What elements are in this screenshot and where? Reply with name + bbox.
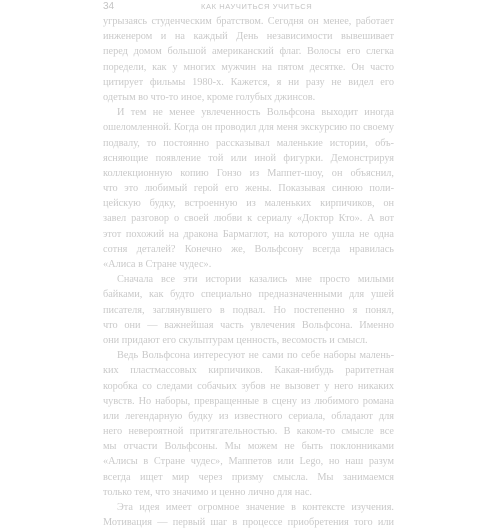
text-line: только тем, что значимо и ценно лично для нас. [103,486,312,498]
text-line: угрызаясь студенческим братством. Сегодня он менее, работает [103,16,394,27]
text-line: чувств. Но наборы, превращенные в сцену из любимого романа [103,395,394,407]
text-line: Мотивация — первый шаг в процессе приобретения того или [103,517,394,529]
text-line: ошеломленной. Когда он проводил для меня экскурсию по своему [103,122,394,134]
text-line: Сначала все эти истории казались мне просто милыми [117,274,394,286]
text-line: байками, как будто специально предназначенными для ушей [103,289,394,301]
running-title: КАК НАУЧИТЬСЯ УЧИТЬСЯ [201,2,313,11]
page-number: 34 [103,1,115,12]
text-line: они придают его скульптурам ценность, весомость и смысл. [103,334,368,346]
text-line: ких пластмассовых кирпичиков. Какая-нибудь раритетная [103,365,394,377]
text-line: коллекционную копию Гонзо из Маппет-шоу, он объяснил, [103,167,394,179]
text-line: И тем не менее увлеченность Вольфсона выходит иногда [117,107,394,119]
text-line: Ведь Вольфсона интересуют не сами по себе наборы малень- [117,350,394,362]
running-head [103,1,403,13]
text-line: подвалу, то постоянно рассказывал маленькие истории, объ- [103,137,394,149]
text-line: цейскую будку, встроенную из маленьких кирпичиков, он [103,198,394,210]
text-line: поредели, как у многих мужчин на пятом десятке. Он часто [103,61,394,73]
text-line: инженером и на каждый День независимости вывешивает [103,31,394,43]
text-line: него невероятной притягательностью. В каком-то смысле все [103,426,394,438]
text-line: «Алиса в Стране чудес». [103,259,212,270]
text-line: ясняющие появление той или иной фигурки. Демонстрируя [103,152,394,164]
text-line: этот похожий на дракона Бармаглот, на которого ушла не одна [103,228,394,240]
text-line: что это любимый герой его жены. Показывая синюю поли- [103,183,394,195]
text-line: писателя, заглянувшего в подвал. Но постепенно я понял, [103,304,394,316]
text-line: завел разговор о своей любви к сериалу «Доктор Кто». А вот [103,213,394,225]
text-line: коробка со следами собачьих зубов не вызовет у него никаких [103,380,394,392]
text-line: всегда ищет мир через призму смысла. Мы занимаемся [103,471,394,483]
body-text [103,14,394,530]
text-line: что они — важнейшая часть увлечения Вольфсона. Именно [103,319,394,331]
text-line: сотня деталей? Конечно же, Вольфсону всегда нравилась [103,243,394,255]
text-line: или легендарную будку из известного сериала, обладают для [103,410,394,422]
text-line: «Алисы в Стране чудес», Маппетов или Lego, но наш разум [103,456,394,468]
text-line: перед домом большой американский флаг. Волосы его слегка [103,46,394,58]
text-line: Эта идея имеет огромное значение в контексте изучения. [117,502,394,513]
text-line: одетым во что-то иное, кроме голубых джинсов. [103,91,316,103]
text-line: мы отчасти Вольфсоны. Мы можем не быть поклонниками [103,441,394,453]
text-line: цитирует фильмы 1980-х. Кажется, я ни разу не видел его [103,76,394,88]
